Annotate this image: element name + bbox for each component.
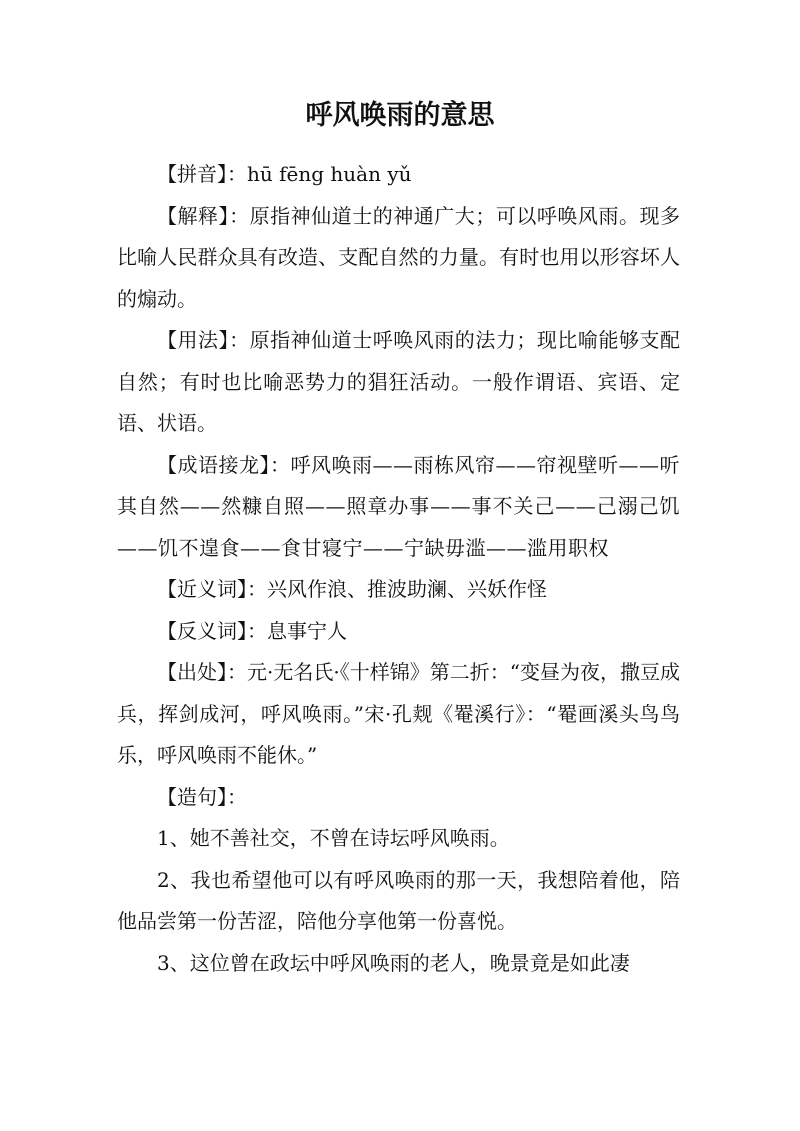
paragraph-pinyin: 【拼音】：hū fēng huàn yǔ (157, 162, 412, 186)
paragraph-example-heading: 【造句】： (157, 784, 247, 809)
paragraph-example-2: 2、我也希望他可以有呼风唤雨的那一天，我想陪着他，陪他品尝第一份苦涩，陪他分享他第一份喜悦。 (117, 867, 680, 933)
document-title: 呼风唤雨的意思 (305, 100, 495, 131)
paragraph-antonyms: 【反义词】：息事宁人 (157, 618, 347, 643)
paragraph-synonyms: 【近义词】：兴风作浪、推波助澜、兴妖作怪 (157, 577, 547, 601)
paragraph-explanation: 【解释】：原指神仙道士的神通广大；可以呼唤风雨。现多比喻人民群众具有改造、支配自然的力量。有时也用以形容坏人的煽动。 (117, 203, 680, 311)
document-body (117, 154, 680, 984)
paragraph-example-1: 1、她不善社交，不曾在诗坛呼风唤雨。 (157, 826, 510, 850)
paragraph-example-3: 3、这位曾在政坛中呼风唤雨的老人，晚景竟是如此凄 (157, 950, 630, 975)
paragraph-idiom-chain: 【成语接龙】：呼风唤雨——雨栋风帘——帘视壁听——听其自然——然糠自照——照章办事——事不关己——己溺己饥——饥不遑食——食甘寝宁——宁缺毋滥——滥用职权 (117, 452, 680, 560)
paragraph-usage: 【用法】：原指神仙道士呼唤风雨的法力；现比喻能够支配自然；有时也比喻恶势力的猖狂活动。一般作谓语、宾语、定语、状语。 (117, 328, 680, 435)
paragraph-source: 【出处】：元·无名氏·《十样锦》第二折：“变昼为夜，撒豆成兵，挥剑成河，呼风唤雨。”宋·孔觌《罨溪行》：“罨画溪头鸟鸟乐，呼风唤雨不能休。” (117, 660, 680, 767)
